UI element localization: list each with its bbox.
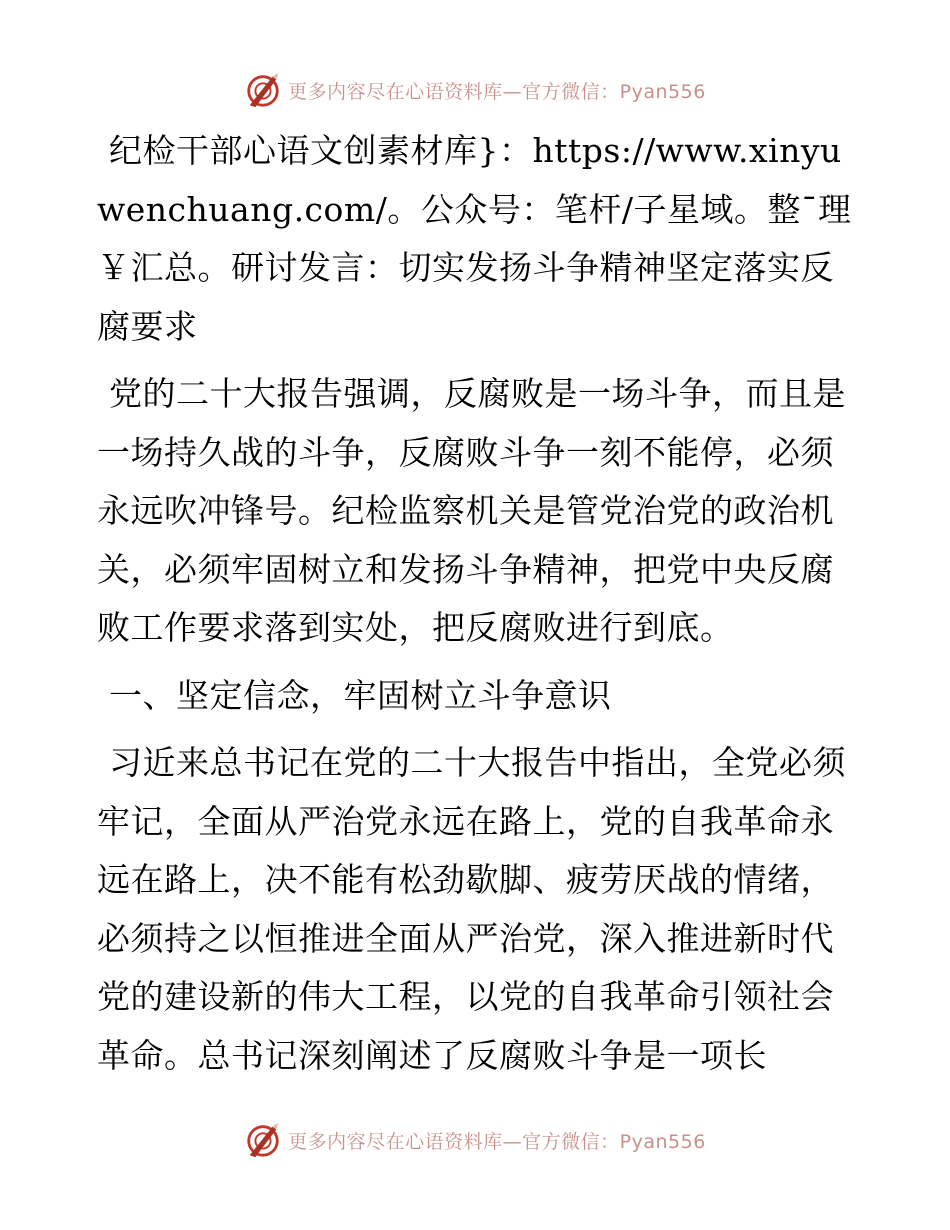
body-paragraph: 党的二十大报告强调，反腐败是一场斗争，而且是一场持久战的斗争，反腐败斗争一刻不能停，必须永远吹冲锋号。纪检监察机关是管党治党的政治机关，必须牢固树立和发扬斗争精神，把党中央反腐败工作要求落到实处，把反腐败进行到底。	[97, 374, 846, 647]
watermark-text: 更多内容尽在心语资料库—官方微信：Pyan556	[288, 1130, 706, 1153]
document-body	[97, 122, 857, 1094]
header-watermark	[0, 68, 950, 112]
footer-watermark	[0, 1118, 950, 1162]
watermark-text: 更多内容尽在心语资料库—官方微信：Pyan556	[288, 80, 706, 103]
brush-logo-icon	[244, 71, 282, 109]
title-paragraph: 纪检干部心语文创素材库}：https://www.xinyuwenchuang.com/。公众号：笔杆/子星域。整¯理￥汇总。研讨发言：切实发扬斗争精神坚定落实反腐要求	[97, 131, 852, 346]
section-heading: 一、坚定信念，牢固树立斗争意识	[109, 675, 612, 715]
body-paragraph: 习近来总书记在党的二十大报告中指出，全党必须牢记，全面从严治党永远在路上，党的自我革命永远在路上，决不能有松劲歇脚、疲劳厌战的情绪，必须持之以恒推进全面从严治党，深入推进新时代党的建设新的伟大工程，以党的自我革命引领社会革命。总书记深刻阐述了反腐败斗争是一项长	[97, 743, 846, 1075]
brush-logo-icon	[244, 1121, 282, 1159]
